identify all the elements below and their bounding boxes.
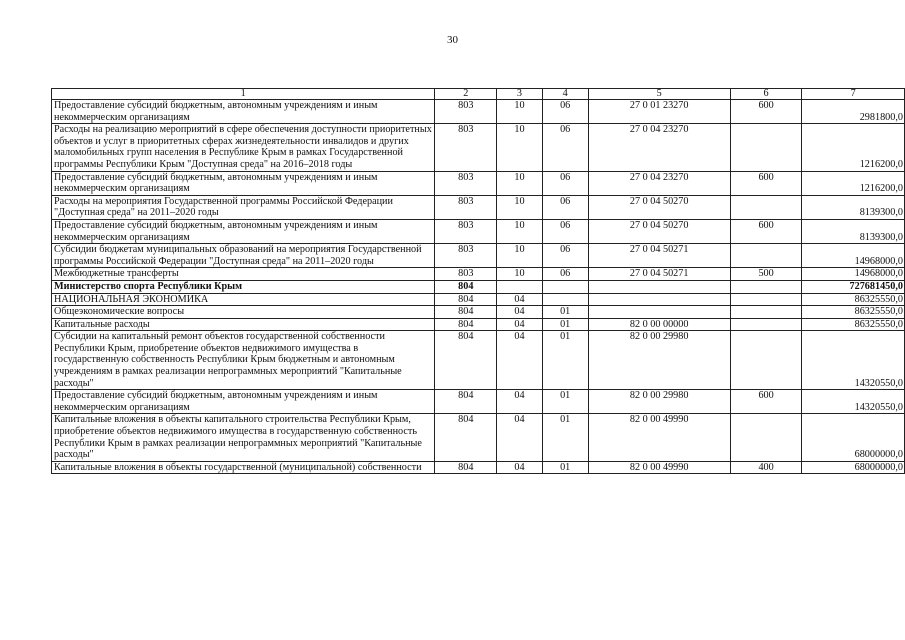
row-name-cell: Общеэкономические вопросы bbox=[52, 306, 435, 319]
row-ministry-code-cell: 804 bbox=[435, 390, 497, 414]
row-amount-cell: 86325550,0 bbox=[802, 306, 905, 319]
row-expense-type-cell bbox=[730, 124, 802, 171]
row-name-cell: Субсидии на капитальный ремонт объектов государственной собственности Республики Крым, приобретение объектов недвижимого имущества в государственную собственность Республики Крым бюджетным и автономным учреждениям в рамках реализации непрограммных мероприятий "Капитальные расходы" bbox=[52, 331, 435, 390]
header-cell: 3 bbox=[497, 89, 543, 100]
row-ministry-code-cell: 803 bbox=[435, 171, 497, 195]
row-amount-cell: 68000000,0 bbox=[802, 461, 905, 474]
row-subsection-cell bbox=[542, 293, 588, 306]
row-name-cell: Капитальные вложения в объекты капитального строительства Республики Крым, приобретение объектов недвижимого имущества в государственную собственность Республики Крым в рамках реализации непрограммных мероприятий "Капитальные расходы" bbox=[52, 414, 435, 461]
row-target-article-cell: 82 0 00 49990 bbox=[588, 461, 730, 474]
row-section-cell: 10 bbox=[497, 268, 543, 281]
table-row bbox=[52, 390, 905, 414]
table-row bbox=[52, 293, 905, 306]
row-amount-cell: 1216200,0 bbox=[802, 124, 905, 171]
table-row bbox=[52, 331, 905, 390]
row-ministry-code-cell: 804 bbox=[435, 280, 497, 293]
row-amount-cell: 14320550,0 bbox=[802, 390, 905, 414]
row-name-cell: Расходы на реализацию мероприятий в сфере обеспечения доступности приоритетных объектов и услуг в приоритетных сферах жизнедеятельности инвалидов и других маломобильных групп населения в Республике Крым в рамках Государственной программы Республики Крым "Доступная среда" на 2016–2018 годы bbox=[52, 124, 435, 171]
row-amount-cell: 14320550,0 bbox=[802, 331, 905, 390]
header-cell: 7 bbox=[802, 89, 905, 100]
row-ministry-code-cell: 804 bbox=[435, 414, 497, 461]
header-cell: 6 bbox=[730, 89, 802, 100]
table-body bbox=[52, 89, 905, 474]
row-expense-type-cell bbox=[730, 331, 802, 390]
row-target-article-cell: 27 0 04 50270 bbox=[588, 195, 730, 219]
table-row bbox=[52, 244, 905, 268]
table-row bbox=[52, 318, 905, 331]
row-subsection-cell: 01 bbox=[542, 414, 588, 461]
table-row bbox=[52, 219, 905, 243]
row-amount-cell: 86325550,0 bbox=[802, 293, 905, 306]
budget-table bbox=[51, 88, 905, 474]
row-expense-type-cell bbox=[730, 306, 802, 319]
table-row bbox=[52, 171, 905, 195]
row-target-article-cell: 27 0 04 50271 bbox=[588, 268, 730, 281]
row-name-cell: Расходы на мероприятия Государственной программы Российской Федерации "Доступная среда" на 2011–2020 годы bbox=[52, 195, 435, 219]
row-amount-cell: 8139300,0 bbox=[802, 219, 905, 243]
table-row bbox=[52, 414, 905, 461]
row-name-cell: Субсидии бюджетам муниципальных образований на мероприятия Государственной программы Российской Федерации "Доступная среда" на 2011–2020 годы bbox=[52, 244, 435, 268]
row-expense-type-cell: 600 bbox=[730, 390, 802, 414]
row-ministry-code-cell: 803 bbox=[435, 268, 497, 281]
row-expense-type-cell: 600 bbox=[730, 100, 802, 124]
header-cell: 1 bbox=[52, 89, 435, 100]
row-name-cell: Предоставление субсидий бюджетным, автономным учреждениям и иным некоммерческим организациям bbox=[52, 219, 435, 243]
row-amount-cell: 14968000,0 bbox=[802, 244, 905, 268]
row-name-cell: Предоставление субсидий бюджетным, автономным учреждениям и иным некоммерческим организациям bbox=[52, 171, 435, 195]
table-row bbox=[52, 268, 905, 281]
row-section-cell: 10 bbox=[497, 244, 543, 268]
row-target-article-cell bbox=[588, 306, 730, 319]
row-expense-type-cell: 400 bbox=[730, 461, 802, 474]
row-expense-type-cell bbox=[730, 280, 802, 293]
row-section-cell: 04 bbox=[497, 306, 543, 319]
table-row bbox=[52, 195, 905, 219]
row-name-cell: Предоставление субсидий бюджетным, автономным учреждениям и иным некоммерческим организациям bbox=[52, 100, 435, 124]
table-row bbox=[52, 100, 905, 124]
row-amount-cell: 14968000,0 bbox=[802, 268, 905, 281]
row-expense-type-cell bbox=[730, 195, 802, 219]
row-subsection-cell: 01 bbox=[542, 318, 588, 331]
row-target-article-cell: 27 0 01 23270 bbox=[588, 100, 730, 124]
row-subsection-cell: 06 bbox=[542, 219, 588, 243]
row-target-article-cell: 82 0 00 49990 bbox=[588, 414, 730, 461]
table-row bbox=[52, 280, 905, 293]
row-name-cell: Капитальные расходы bbox=[52, 318, 435, 331]
row-section-cell: 10 bbox=[497, 171, 543, 195]
row-subsection-cell: 06 bbox=[542, 100, 588, 124]
row-section-cell: 10 bbox=[497, 195, 543, 219]
row-expense-type-cell: 500 bbox=[730, 268, 802, 281]
row-target-article-cell: 82 0 00 00000 bbox=[588, 318, 730, 331]
table-row bbox=[52, 461, 905, 474]
row-ministry-code-cell: 803 bbox=[435, 100, 497, 124]
row-section-cell: 10 bbox=[497, 219, 543, 243]
row-subsection-cell: 01 bbox=[542, 390, 588, 414]
row-ministry-code-cell: 804 bbox=[435, 461, 497, 474]
row-section-cell: 10 bbox=[497, 124, 543, 171]
row-section-cell: 04 bbox=[497, 318, 543, 331]
row-section-cell: 10 bbox=[497, 100, 543, 124]
row-expense-type-cell: 600 bbox=[730, 171, 802, 195]
header-cell: 4 bbox=[542, 89, 588, 100]
row-amount-cell: 8139300,0 bbox=[802, 195, 905, 219]
row-subsection-cell bbox=[542, 280, 588, 293]
row-name-cell: Капитальные вложения в объекты государственной (муниципальной) собственности bbox=[52, 461, 435, 474]
table-row bbox=[52, 124, 905, 171]
row-section-cell: 04 bbox=[497, 390, 543, 414]
row-amount-cell: 1216200,0 bbox=[802, 171, 905, 195]
row-amount-cell: 68000000,0 bbox=[802, 414, 905, 461]
row-subsection-cell: 06 bbox=[542, 124, 588, 171]
row-target-article-cell: 27 0 04 50271 bbox=[588, 244, 730, 268]
row-subsection-cell: 01 bbox=[542, 306, 588, 319]
row-expense-type-cell bbox=[730, 244, 802, 268]
row-amount-cell: 2981800,0 bbox=[802, 100, 905, 124]
row-ministry-code-cell: 804 bbox=[435, 306, 497, 319]
row-expense-type-cell: 600 bbox=[730, 219, 802, 243]
page-number: 30 bbox=[447, 34, 458, 46]
row-expense-type-cell bbox=[730, 318, 802, 331]
row-subsection-cell: 06 bbox=[542, 171, 588, 195]
row-ministry-code-cell: 804 bbox=[435, 293, 497, 306]
row-ministry-code-cell: 803 bbox=[435, 124, 497, 171]
row-ministry-code-cell: 804 bbox=[435, 331, 497, 390]
row-target-article-cell: 27 0 04 23270 bbox=[588, 124, 730, 171]
row-section-cell bbox=[497, 280, 543, 293]
row-subsection-cell: 01 bbox=[542, 331, 588, 390]
row-name-cell: Межбюджетные трансферты bbox=[52, 268, 435, 281]
row-target-article-cell: 82 0 00 29980 bbox=[588, 390, 730, 414]
row-subsection-cell: 06 bbox=[542, 268, 588, 281]
row-ministry-code-cell: 803 bbox=[435, 244, 497, 268]
row-subsection-cell: 01 bbox=[542, 461, 588, 474]
row-expense-type-cell bbox=[730, 293, 802, 306]
header-cell: 5 bbox=[588, 89, 730, 100]
row-name-cell: НАЦИОНАЛЬНАЯ ЭКОНОМИКА bbox=[52, 293, 435, 306]
row-target-article-cell: 27 0 04 23270 bbox=[588, 171, 730, 195]
row-expense-type-cell bbox=[730, 414, 802, 461]
row-name-cell: Министерство спорта Республики Крым bbox=[52, 280, 435, 293]
row-subsection-cell: 06 bbox=[542, 244, 588, 268]
row-target-article-cell: 82 0 00 29980 bbox=[588, 331, 730, 390]
row-ministry-code-cell: 803 bbox=[435, 219, 497, 243]
row-section-cell: 04 bbox=[497, 293, 543, 306]
row-name-cell: Предоставление субсидий бюджетным, автономным учреждениям и иным некоммерческим организациям bbox=[52, 390, 435, 414]
row-subsection-cell: 06 bbox=[542, 195, 588, 219]
row-ministry-code-cell: 803 bbox=[435, 195, 497, 219]
row-target-article-cell: 27 0 04 50270 bbox=[588, 219, 730, 243]
row-target-article-cell bbox=[588, 280, 730, 293]
row-target-article-cell bbox=[588, 293, 730, 306]
row-section-cell: 04 bbox=[497, 461, 543, 474]
row-amount-cell: 86325550,0 bbox=[802, 318, 905, 331]
table-row bbox=[52, 306, 905, 319]
row-amount-cell: 727681450,0 bbox=[802, 280, 905, 293]
row-section-cell: 04 bbox=[497, 331, 543, 390]
row-section-cell: 04 bbox=[497, 414, 543, 461]
header-row bbox=[52, 89, 905, 100]
row-ministry-code-cell: 804 bbox=[435, 318, 497, 331]
header-cell: 2 bbox=[435, 89, 497, 100]
